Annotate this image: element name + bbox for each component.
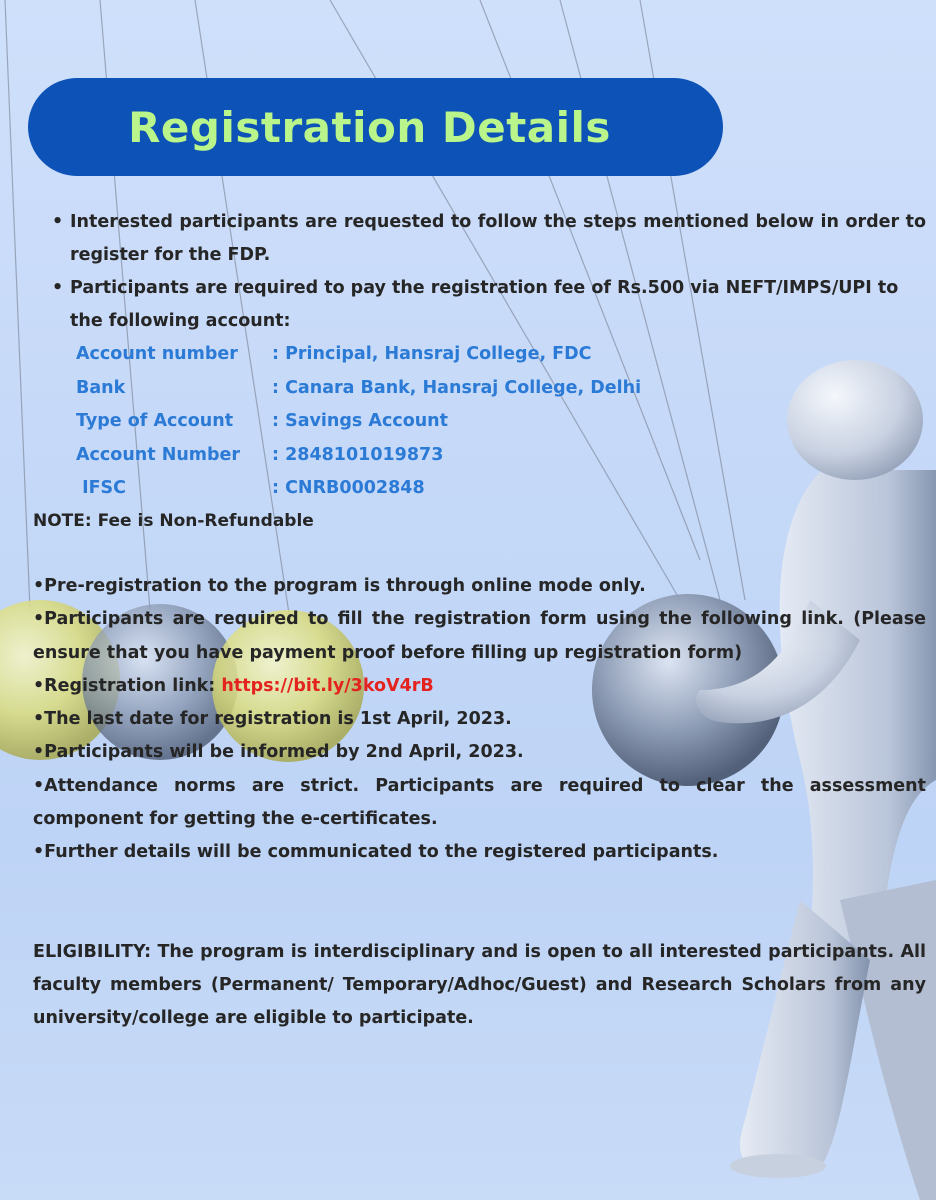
registration-link-label: •Registration link: [33,675,222,696]
info-attendance: •Attendance norms are strict. Participants are required to clear the assessment component for getting the e-certificates. [33,775,926,830]
info-pre-registration: •Pre-registration to the program is through online mode only. [33,576,646,596]
account-label: Type of Account [76,411,234,431]
account-row [76,472,716,506]
bullet-item [46,206,926,272]
eligibility-text: ELIGIBILITY: The program is interdisciplinary and is open to all interested participants. All faculty members (Permanent/ Temporary/Adhoc/Guest) and Research Scholars from any university/college are eligible to participate. [33,942,926,1028]
account-value: : Principal, Hansraj College, FDC [272,344,592,364]
account-label: IFSC [76,478,127,498]
account-value: : Canara Bank, Hansraj College, Delhi [272,377,642,398]
account-row [76,439,716,473]
info-registration-link [33,670,926,703]
bullet-text: Participants are required to pay the registration fee of Rs.500 via NEFT/IMPS/UPI to the following account: [70,278,899,331]
bullet-dot: • [52,212,64,232]
registration-link[interactable]: https://bit.ly/3koV4rB [221,675,434,696]
account-label: Account Number [76,444,241,465]
bullet-dot: • [52,278,64,298]
account-value: : CNRB0002848 [272,478,425,498]
account-row [76,405,716,439]
account-value: : 2848101019873 [272,444,444,465]
page-title: Registration Details [128,102,611,152]
bullet-text: Interested participants are requested to follow the steps mentioned below in order to register for the FDP. [70,212,926,265]
intro-bullets [46,206,926,338]
account-label: Bank [76,377,126,398]
account-value: : Savings Account [272,411,448,431]
info-form-instruction: •Participants are required to fill the registration form using the following link. (Please ensure that you have payment proof before filling up registration form) [33,609,926,663]
info-informed-date: •Participants will be informed by 2nd April, 2023. [33,742,524,763]
info-last-date: •The last date for registration is 1st April, 2023. [33,709,512,730]
account-row [76,372,716,406]
registration-info [33,570,926,870]
account-row [76,338,716,372]
info-further-details: •Further details will be communicated to the registered participants. [33,842,719,863]
bullet-item [46,272,926,338]
account-details [76,338,716,506]
fee-note: NOTE: Fee is Non-Refundable [33,511,314,531]
title-banner [28,78,723,176]
account-label: Account number [76,344,238,364]
